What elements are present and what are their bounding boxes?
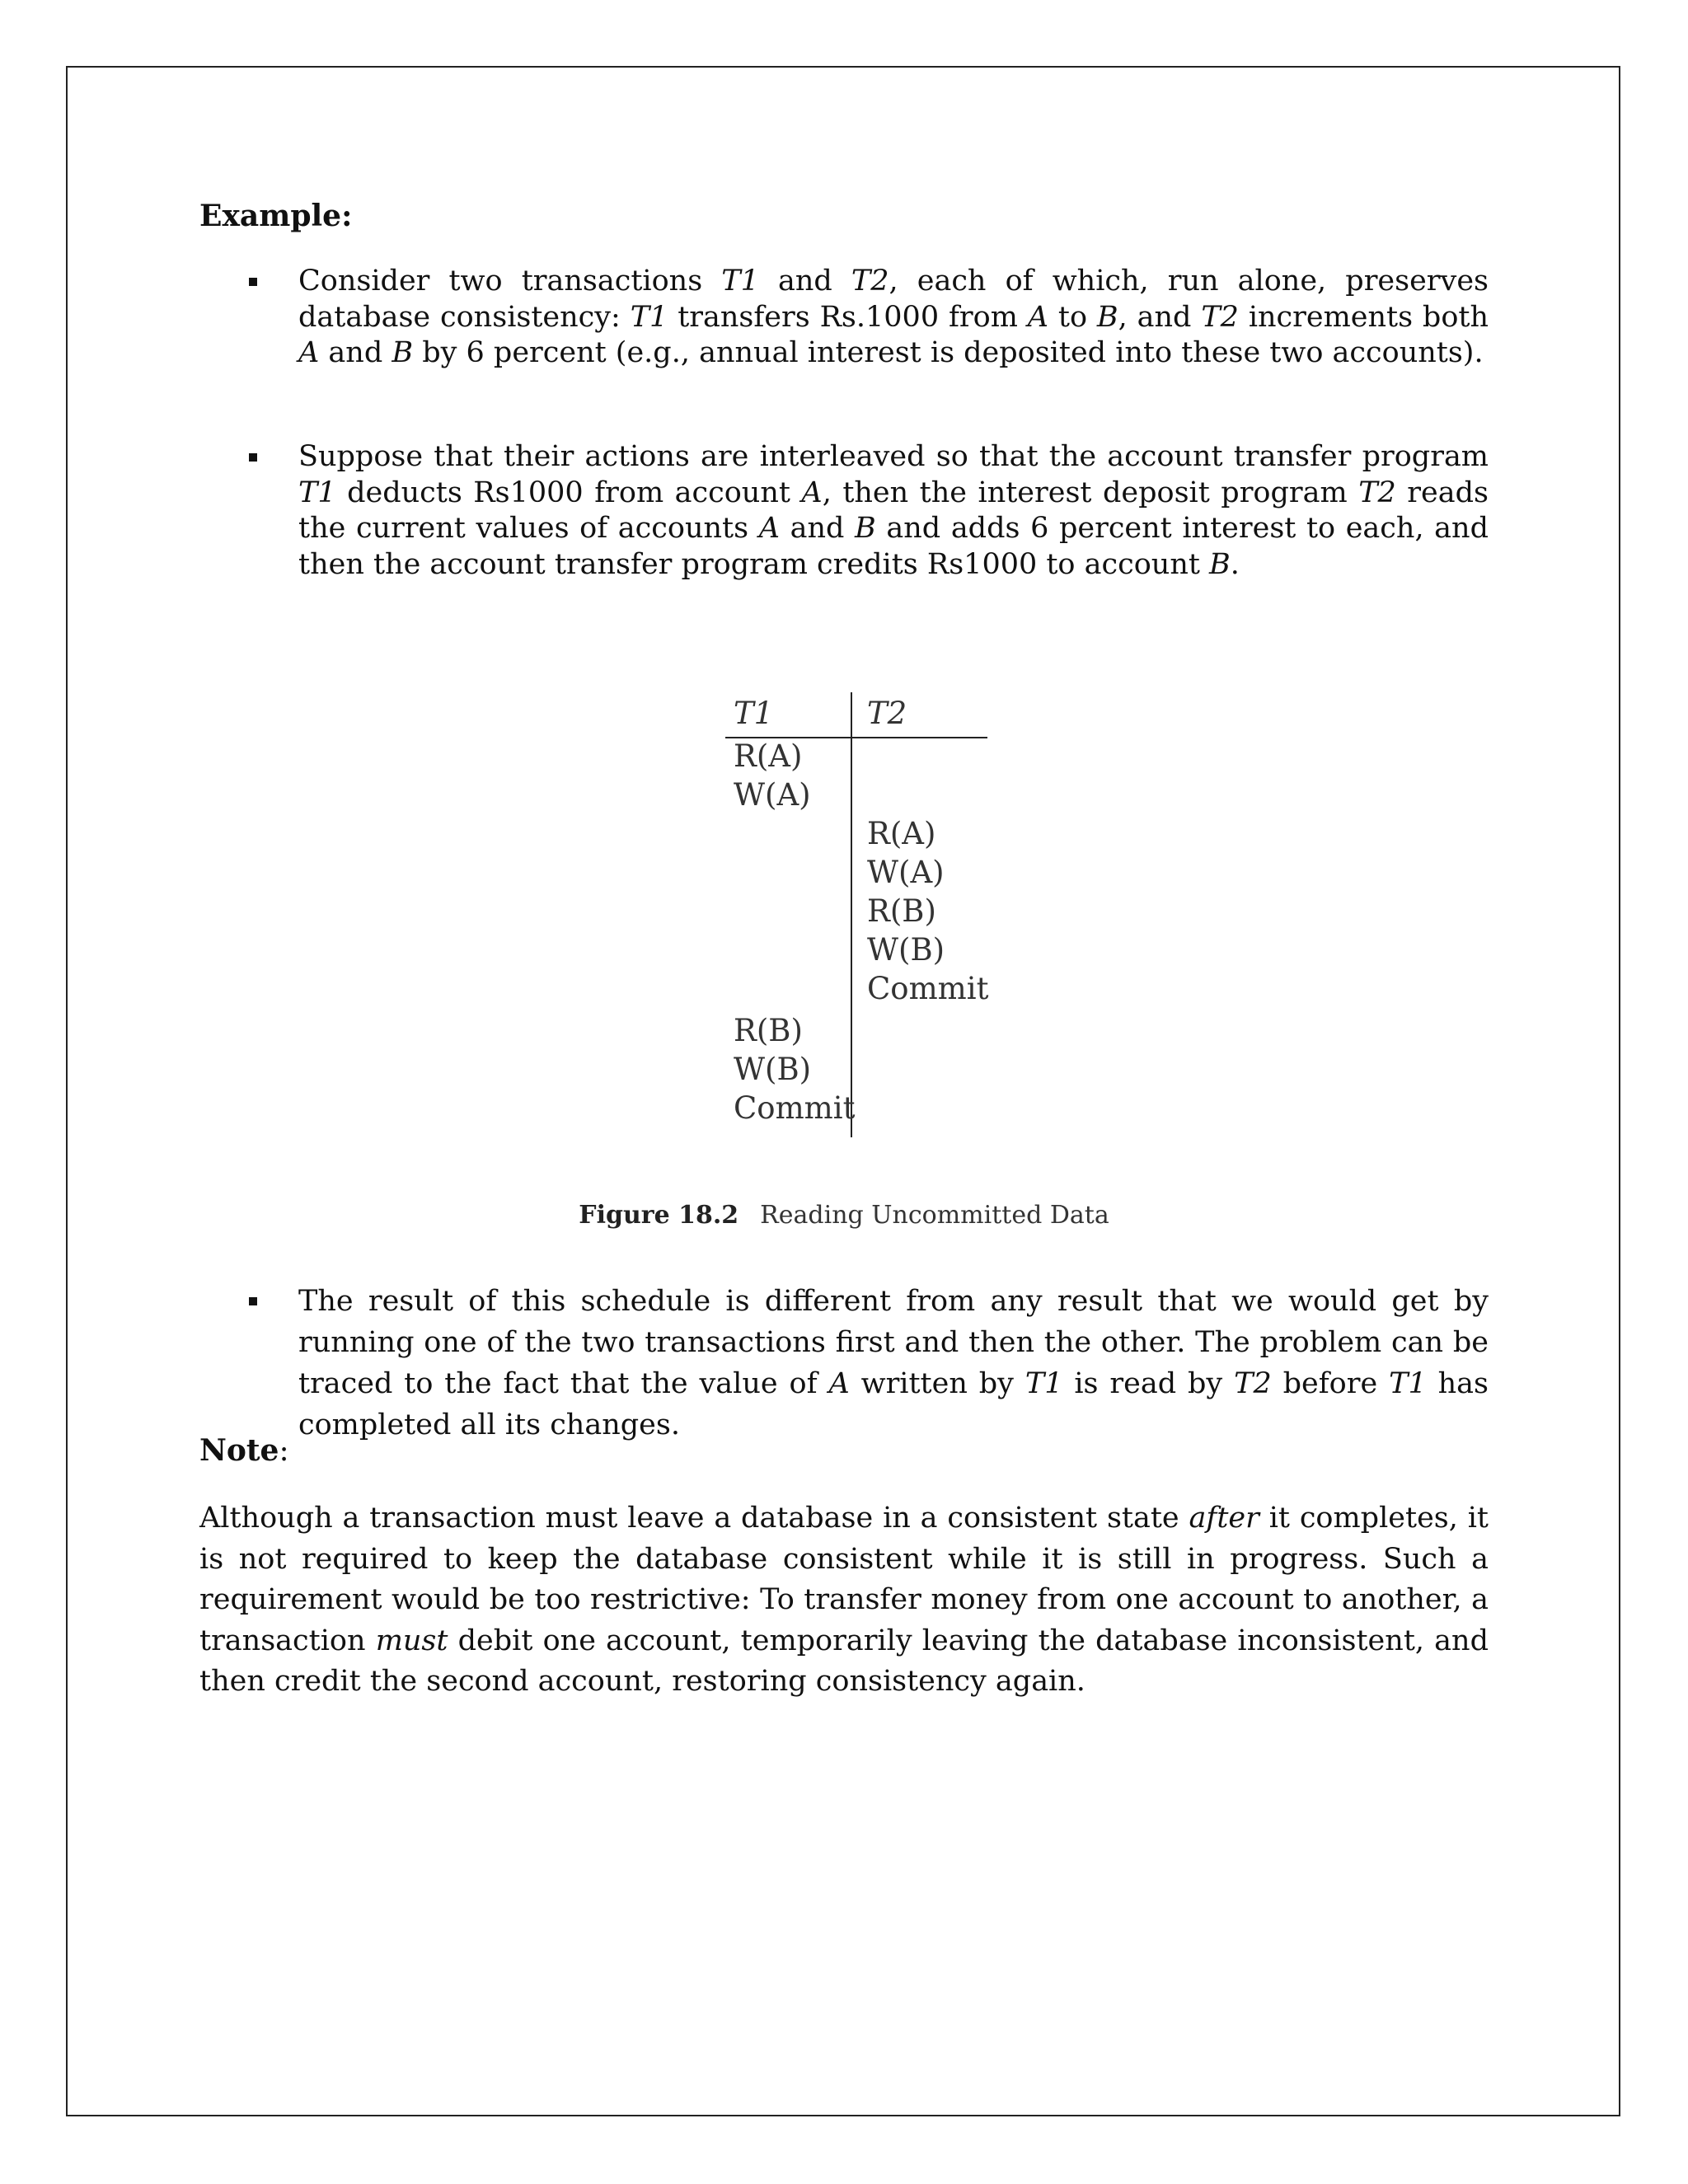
note-paragraph: Although a transaction must leave a database in a consistent state after it completes, it is not required to keep the database consistent while it is still in progress. Such a requirement would be too restrictive: To transfer money from one account to another, a transaction must debit one account, temporarily leaving the database inconsistent, and then credit the second account, restoring consistency again. (199, 1502, 1489, 1698)
schedule-column-divider (851, 692, 852, 1137)
bullet-square-icon (249, 453, 257, 462)
schedule-t1-op: W(B) (734, 1052, 812, 1087)
schedule-header-t2: T2 (867, 696, 907, 731)
bullet-text: Suppose that their actions are interleaved so that the account transfer program T1 deducts Rs1000 from account A, then the interest deposit program T2 reads the current values of accounts A and B and adds 6 percent interest to each, and then the account transfer program credits Rs1000 to account B. (298, 440, 1489, 581)
schedule-t1-op: R(B) (734, 1013, 803, 1048)
schedule-table (725, 692, 997, 1141)
example-heading: Example: (199, 199, 353, 233)
schedule-t1-op: W(A) (734, 777, 811, 813)
schedule-t2-op: W(A) (867, 855, 945, 890)
bullet-square-icon (249, 278, 257, 286)
figure-label: Figure 18.2 (579, 1201, 739, 1230)
schedule-t2-op: R(B) (867, 893, 936, 929)
schedule-header-t1: T1 (734, 696, 774, 731)
bullet-text: The result of this schedule is different from any result that we would get by running one of the two transactions first and then the other. The problem can be traced to the fact that the value of A written by T1 is read by T2 before T1 has completed all its changes. (298, 1285, 1489, 1441)
bullet-text: Consider two transactions T1 and T2, each of which, run alone, preserves database consistency: T1 transfers Rs.1000 from A to B, and T2 increments both A and B by 6 percent (e.g., annual interest is deposited into these two accounts). (298, 265, 1489, 369)
schedule-t2-commit: Commit (867, 971, 989, 1006)
schedule-t2-op: R(A) (867, 816, 936, 851)
schedule-t2-op: W(B) (867, 932, 945, 968)
figure-title: Reading Uncommitted Data (760, 1201, 1109, 1230)
schedule-t1-commit: Commit (734, 1090, 856, 1126)
figure-caption (0, 1199, 1688, 1232)
schedule-t1-op: R(A) (734, 738, 803, 774)
note-heading: Note: (199, 1433, 289, 1468)
bullet-square-icon (249, 1297, 257, 1305)
